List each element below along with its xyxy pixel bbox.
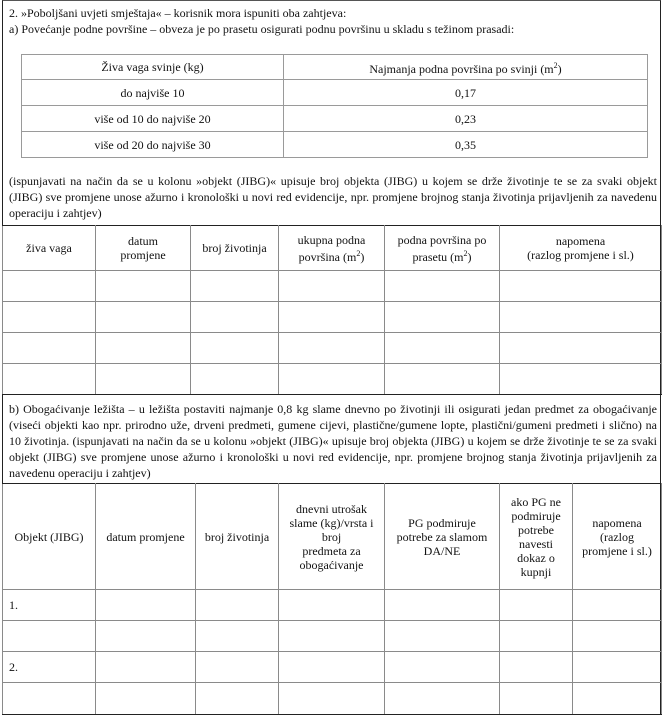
cell-area-per-piglet[interactable]	[385, 364, 500, 395]
table-row	[3, 364, 662, 395]
header-note: napomena (razlog promjene i sl.)	[573, 484, 662, 590]
cell-self-supply[interactable]	[385, 590, 500, 621]
cell-change-date[interactable]	[96, 621, 196, 652]
min-area-value: 0,17	[284, 80, 648, 106]
cell-daily-straw[interactable]	[279, 652, 385, 683]
header-min-floor-area: Najmanja podna površina po svinji $(m^2)$	[284, 55, 648, 80]
weight-range: više od 20 do najviše 30	[22, 132, 284, 158]
cell-area-per-piglet[interactable]	[385, 333, 500, 364]
cell-note[interactable]	[573, 683, 662, 715]
cell-animal-count[interactable]	[196, 683, 279, 715]
table-row	[3, 271, 662, 302]
weight-range: više od 10 do najviše 20	[22, 106, 284, 132]
cell-note[interactable]	[500, 364, 662, 395]
cell-change-date[interactable]	[96, 652, 196, 683]
cell-purchase-proof[interactable]	[500, 652, 573, 683]
cell-note[interactable]	[500, 333, 662, 364]
weight-range: do najviše 10	[22, 80, 284, 106]
cell-note[interactable]	[573, 652, 662, 683]
cell-change-date[interactable]	[96, 364, 191, 395]
part-a-instruction: (ispunjavati na način da se u kolonu »objekt (JIBG)« upisuje broj objekta (JIBG) u kojem se drže životinje te se za svaki objekt (JIBG) sve promjene unose ažurno i kronološki u novi red evidencije, npr. promjene brojnog stanja životinja prijavljenih za navedenu operaciju i zahtjev)	[9, 174, 657, 220]
cell-purchase-proof[interactable]	[500, 621, 573, 652]
header-purchase-proof: ako PG ne podmiruje potrebe navesti dokaz o kupnji	[500, 484, 573, 590]
header-object-jibg: Objekt (JIBG)	[3, 484, 96, 590]
cell-total-area[interactable]	[279, 302, 385, 333]
header-note: napomena (razlog promjene i sl.)	[500, 226, 662, 271]
cell-animal-count[interactable]	[191, 271, 279, 302]
table-row	[22, 132, 648, 158]
header-change-date: datum promjene	[96, 484, 196, 590]
cell-live-weight[interactable]	[3, 302, 96, 333]
cell-object-jibg[interactable]	[3, 621, 96, 652]
cell-total-area[interactable]	[279, 271, 385, 302]
cell-total-area[interactable]	[279, 333, 385, 364]
min-area-value: 0,35	[284, 132, 648, 158]
table-row	[3, 302, 662, 333]
header-live-weight: živa vaga	[3, 226, 96, 271]
cell-object-jibg[interactable]: 2.	[3, 652, 96, 683]
record-table-b	[2, 483, 662, 715]
floor-area-table	[21, 54, 648, 158]
cell-animal-count[interactable]	[191, 364, 279, 395]
min-area-value: 0,23	[284, 106, 648, 132]
cell-area-per-piglet[interactable]	[385, 302, 500, 333]
cell-change-date[interactable]	[96, 302, 191, 333]
cell-live-weight[interactable]	[3, 364, 96, 395]
header-daily-straw-use: dnevni utrošak slame (kg)/vrsta i broj predmeta za obogaćivanje	[279, 484, 385, 590]
cell-animal-count[interactable]	[191, 302, 279, 333]
cell-daily-straw[interactable]	[279, 621, 385, 652]
cell-change-date[interactable]	[96, 683, 196, 715]
cell-object-jibg[interactable]	[3, 683, 96, 715]
cell-self-supply[interactable]	[385, 652, 500, 683]
table-row	[3, 590, 662, 621]
cell-live-weight[interactable]	[3, 271, 96, 302]
cell-note[interactable]	[500, 271, 662, 302]
part-a-intro: a) Povećanje podne površine – obveza je po prasetu osigurati podnu površinu u skladu s težinom prasadi:	[9, 22, 515, 36]
header-straw-self-supply: PG podmiruje potrebe za slamom DA/NE	[385, 484, 500, 590]
header-total-floor-area: ukupna podna površina $(m^2)$	[279, 226, 385, 271]
record-table-a	[2, 225, 662, 395]
cell-change-date[interactable]	[96, 333, 191, 364]
cell-daily-straw[interactable]	[279, 590, 385, 621]
cell-animal-count[interactable]	[196, 652, 279, 683]
cell-daily-straw[interactable]	[279, 683, 385, 715]
header-floor-area-per-piglet: podna površina po prasetu $(m^2)$	[385, 226, 500, 271]
cell-total-area[interactable]	[279, 364, 385, 395]
cell-self-supply[interactable]	[385, 621, 500, 652]
table-row	[3, 621, 662, 652]
header-live-weight: Živa vaga svinje (kg)	[22, 55, 284, 80]
table-row	[3, 652, 662, 683]
cell-self-supply[interactable]	[385, 683, 500, 715]
header-animal-count: broj životinja	[191, 226, 279, 271]
cell-animal-count[interactable]	[191, 333, 279, 364]
cell-note[interactable]	[500, 302, 662, 333]
cell-note[interactable]	[573, 590, 662, 621]
part-b-text: b) Obogaćivanje ležišta – u ležišta postaviti najmanje 0,8 kg slame dnevno po životinji ili osigurati jedan predmet za obogaćivanje (viseći objekti kao npr. prirodno uže, drveni predmeti, gumene cijevi, plastične/gumene lopte, plastični/gumeni predmeti i slično) na 10 životinja. (ispunjavati na način da se u kolonu »objekt (JIBG)« upisuje broj objekta (JIBG) u kojem se drže životinje te se za svaki objekt (JIBG) sve promjene unose ažurno i kronološki u novi red evidencije, npr. promjene brojnog stanja životinja prijavljenih za navedenu operaciju i zahtjev)	[9, 402, 657, 480]
cell-animal-count[interactable]	[196, 621, 279, 652]
cell-note[interactable]	[573, 621, 662, 652]
header-animal-count: broj životinja	[196, 484, 279, 590]
cell-purchase-proof[interactable]	[500, 590, 573, 621]
cell-area-per-piglet[interactable]	[385, 271, 500, 302]
cell-change-date[interactable]	[96, 590, 196, 621]
table-row	[22, 106, 648, 132]
header-change-date: datum promjene	[96, 226, 191, 271]
cell-live-weight[interactable]	[3, 333, 96, 364]
cell-object-jibg[interactable]: 1.	[3, 590, 96, 621]
cell-purchase-proof[interactable]	[500, 683, 573, 715]
table-row	[22, 80, 648, 106]
cell-change-date[interactable]	[96, 271, 191, 302]
table-row	[3, 683, 662, 715]
cell-animal-count[interactable]	[196, 590, 279, 621]
section-heading: 2. »Poboljšani uvjeti smještaja« – korisnik mora ispuniti oba zahtjeva:	[9, 6, 347, 20]
table-row	[3, 333, 662, 364]
